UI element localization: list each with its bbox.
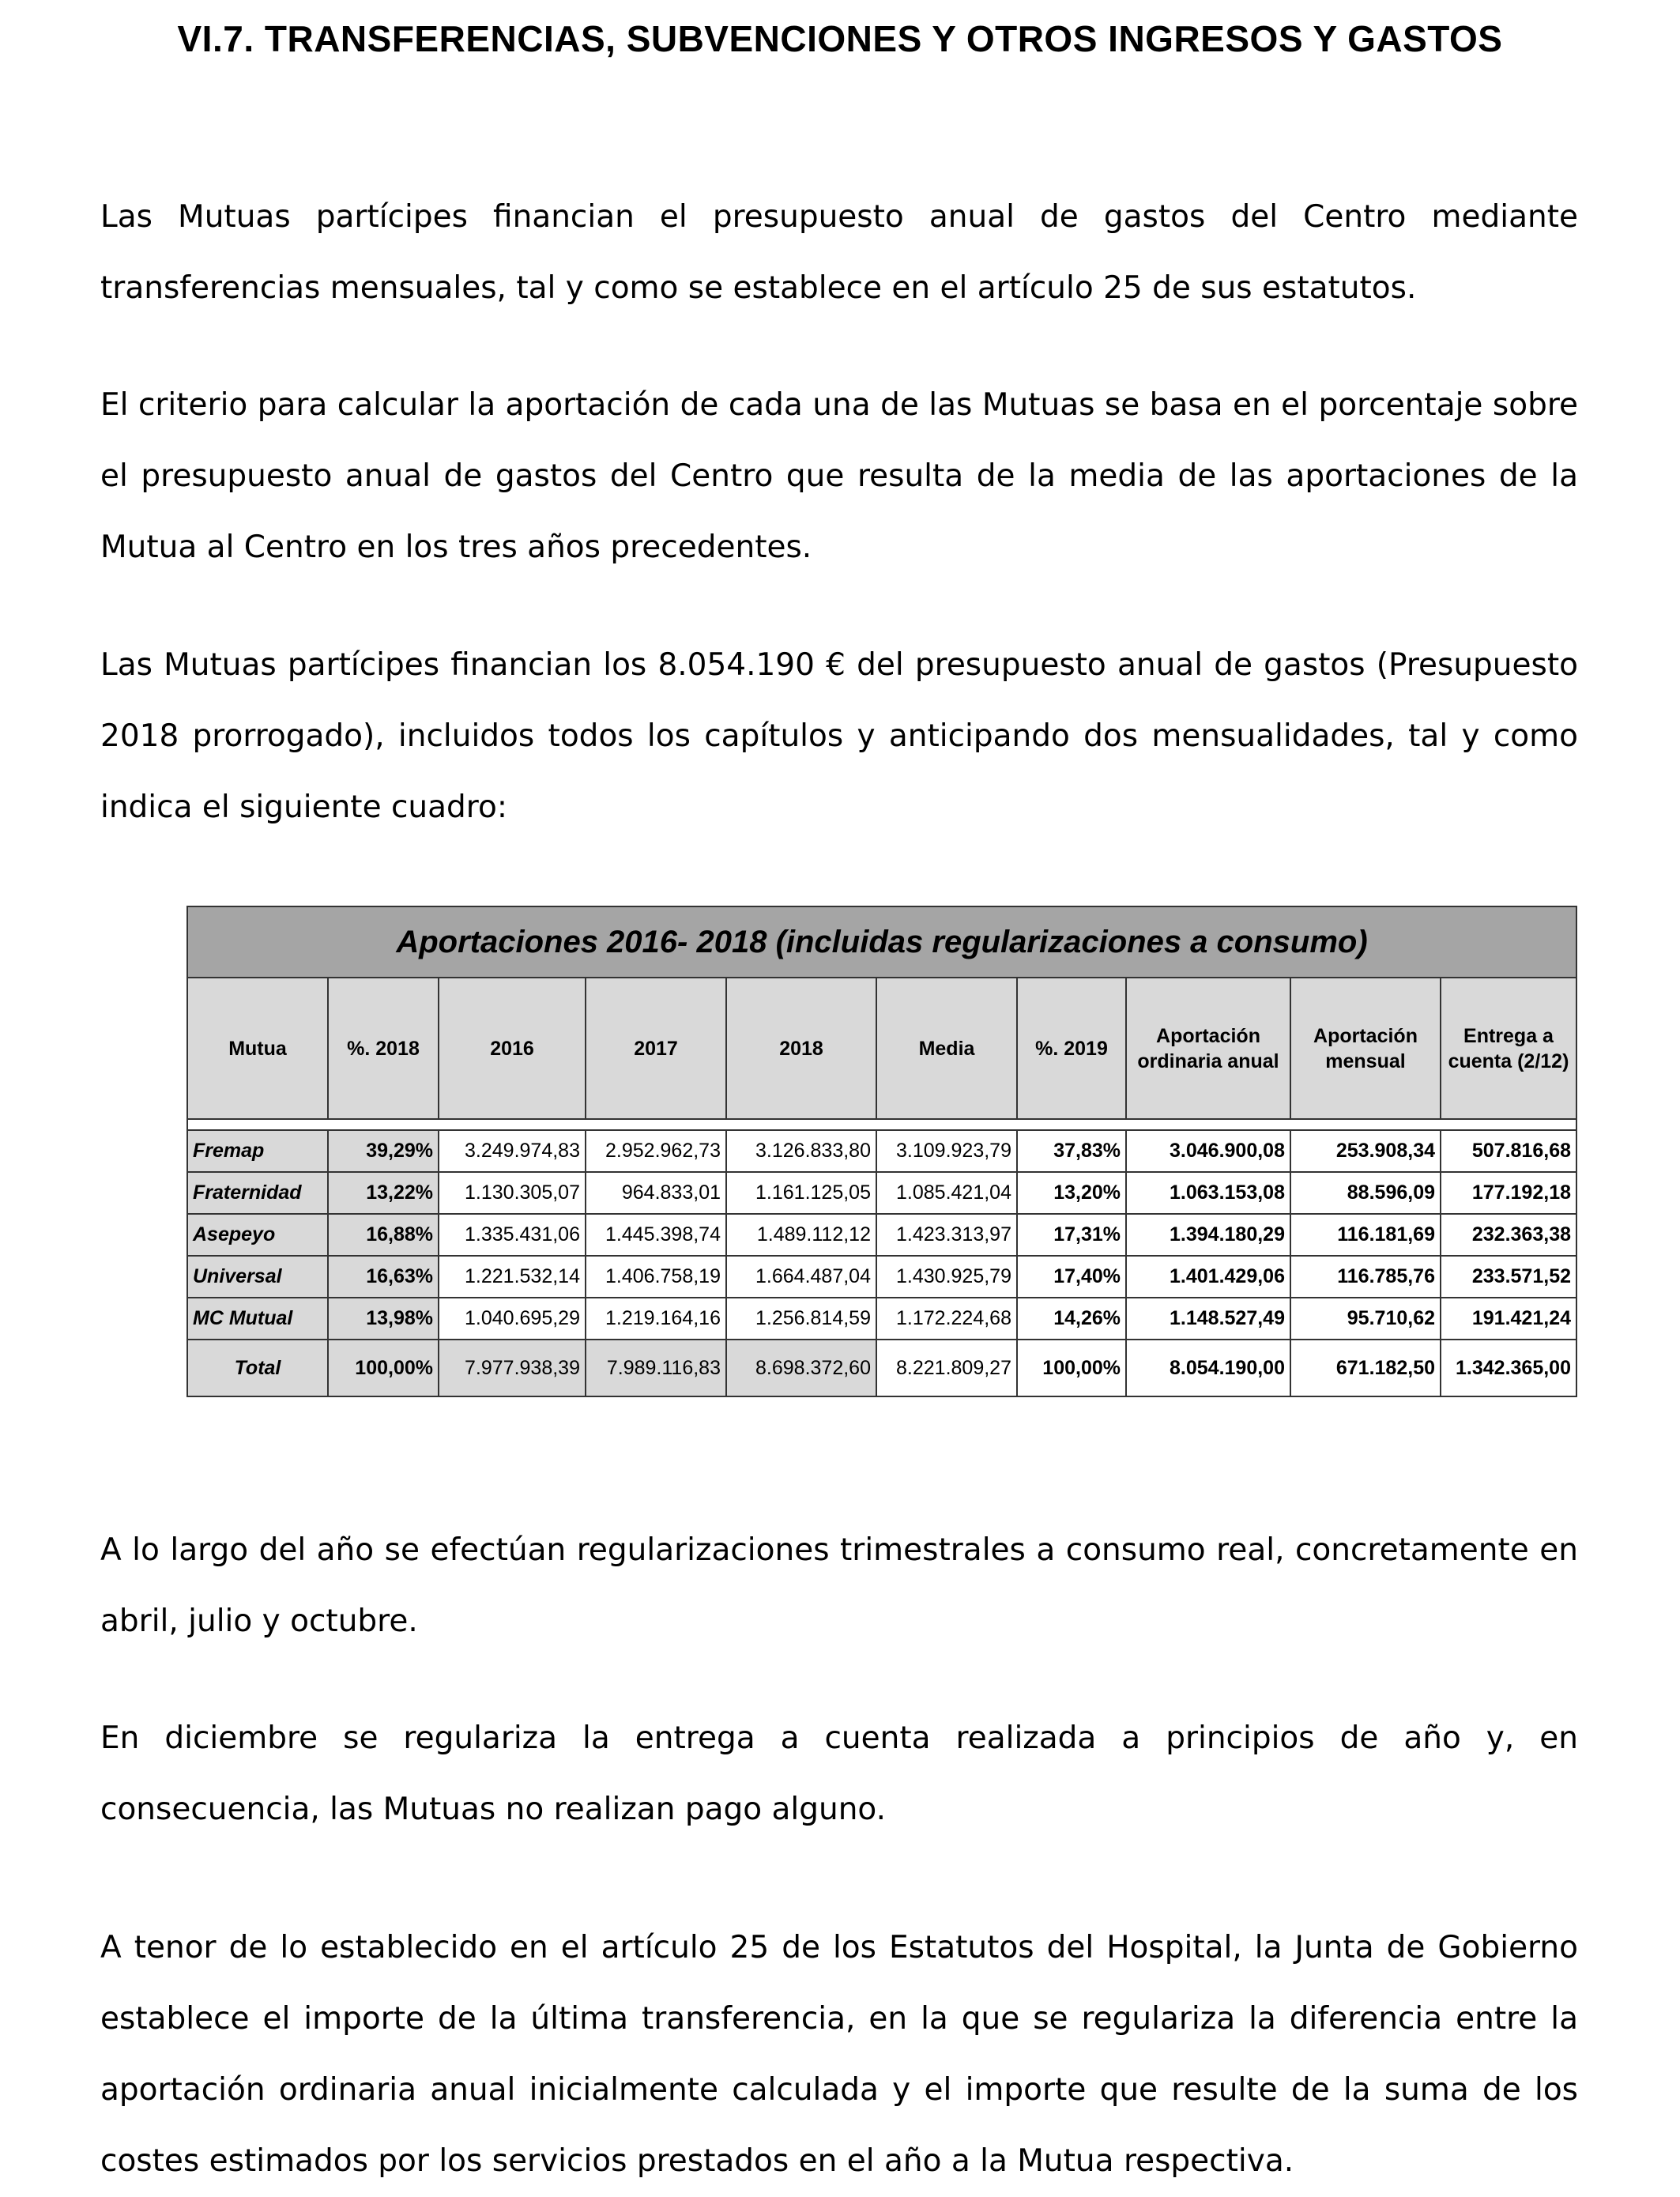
cell: 1.406.758,19 — [586, 1256, 726, 1298]
table-row — [187, 1130, 1576, 1172]
table-row — [187, 1172, 1576, 1214]
cell: 37,83% — [1017, 1130, 1126, 1172]
column-header: Media — [876, 978, 1017, 1119]
cell: 1.130.305,07 — [439, 1172, 586, 1214]
column-header: Aportación ordinaria anual — [1126, 978, 1290, 1119]
cell: 8.698.372,60 — [726, 1340, 876, 1396]
cell: 3.249.974,83 — [439, 1130, 586, 1172]
cell: 8.054.190,00 — [1126, 1340, 1290, 1396]
cell: 191.421,24 — [1441, 1298, 1576, 1340]
cell: 1.335.431,06 — [439, 1214, 586, 1256]
cell: 13,20% — [1017, 1172, 1126, 1214]
cell: 16,63% — [328, 1256, 439, 1298]
cell-mutua: Universal — [187, 1256, 328, 1298]
cell: 1.221.532,14 — [439, 1256, 586, 1298]
cell: 7.989.116,83 — [586, 1340, 726, 1396]
paragraph-financiacion: Las Mutuas partícipes financian los 8.054.190 € del presupuesto anual de gastos (Presupuesto 2018 prorrogado), incluidos todos los capítulos y anticipando dos mensualidades, tal y como indica el siguiente cuadro: — [100, 647, 1578, 825]
cell: 3.046.900,08 — [1126, 1130, 1290, 1172]
cell: 14,26% — [1017, 1298, 1126, 1340]
cell: 1.219.164,16 — [586, 1298, 726, 1340]
cell: 3.126.833,80 — [726, 1130, 876, 1172]
cell: 1.040.695,29 — [439, 1298, 586, 1340]
cell: 17,40% — [1017, 1256, 1126, 1298]
aportaciones-table-container — [186, 906, 1577, 1397]
cell: 671.182,50 — [1290, 1340, 1441, 1396]
cell: 964.833,01 — [586, 1172, 726, 1214]
cell: 1.489.112,12 — [726, 1214, 876, 1256]
cell: 253.908,34 — [1290, 1130, 1441, 1172]
paragraph-diciembre: En diciembre se regulariza la entrega a cuenta realizada a principios de año y, en consecuencia, las Mutuas no realizan pago alguno. — [100, 1720, 1578, 1827]
cell: 116.181,69 — [1290, 1214, 1441, 1256]
cell-mutua: Fraternidad — [187, 1172, 328, 1214]
cell-mutua: Asepeyo — [187, 1214, 328, 1256]
cell-mutua: Fremap — [187, 1130, 328, 1172]
column-header: 2016 — [439, 978, 586, 1119]
cell: 100,00% — [1017, 1340, 1126, 1396]
table-row — [187, 1298, 1576, 1340]
cell: 7.977.938,39 — [439, 1340, 586, 1396]
cell: 1.430.925,79 — [876, 1256, 1017, 1298]
cell: 1.401.429,06 — [1126, 1256, 1290, 1298]
cell: 232.363,38 — [1441, 1214, 1576, 1256]
cell: 95.710,62 — [1290, 1298, 1441, 1340]
column-header: Aportación mensual — [1290, 978, 1441, 1119]
column-header: 2017 — [586, 978, 726, 1119]
cell: 1.085.421,04 — [876, 1172, 1017, 1214]
column-header: Mutua — [187, 978, 328, 1119]
cell: 1.423.313,97 — [876, 1214, 1017, 1256]
cell: 1.342.365,00 — [1441, 1340, 1576, 1396]
cell: 116.785,76 — [1290, 1256, 1441, 1298]
cell-total-label: Total — [187, 1340, 328, 1396]
cell: 1.445.398,74 — [586, 1214, 726, 1256]
column-header: Entrega a cuenta (2/12) — [1441, 978, 1576, 1119]
table-total-row — [187, 1340, 1576, 1396]
cell: 177.192,18 — [1441, 1172, 1576, 1214]
cell: 39,29% — [328, 1130, 439, 1172]
cell: 1.063.153,08 — [1126, 1172, 1290, 1214]
aportaciones-table — [186, 906, 1577, 1397]
cell: 3.109.923,79 — [876, 1130, 1017, 1172]
column-header: %. 2018 — [328, 978, 439, 1119]
cell: 88.596,09 — [1290, 1172, 1441, 1214]
cell: 17,31% — [1017, 1214, 1126, 1256]
cell: 1.394.180,29 — [1126, 1214, 1290, 1256]
paragraph-criterio: El criterio para calcular la aportación de cada una de las Mutuas se basa en el porcentaje sobre el presupuesto anual de gastos del Centro que resulta de la media de las aportaciones de la Mutua al Centro en los tres años precedentes. — [100, 387, 1578, 565]
cell: 16,88% — [328, 1214, 439, 1256]
cell: 1.161.125,05 — [726, 1172, 876, 1214]
cell: 507.816,68 — [1441, 1130, 1576, 1172]
cell: 1.256.814,59 — [726, 1298, 876, 1340]
cell: 1.148.527,49 — [1126, 1298, 1290, 1340]
column-header: 2018 — [726, 978, 876, 1119]
table-spacer — [187, 1119, 1576, 1130]
table-row — [187, 1214, 1576, 1256]
paragraph-transferencias: Las Mutuas partícipes financian el presupuesto anual de gastos del Centro mediante transferencias mensuales, tal y como se establece en el artículo 25 de sus estatutos. — [100, 199, 1578, 306]
table-row — [187, 1256, 1576, 1298]
cell: 2.952.962,73 — [586, 1130, 726, 1172]
cell: 8.221.809,27 — [876, 1340, 1017, 1396]
cell: 100,00% — [328, 1340, 439, 1396]
table-header-row — [187, 978, 1576, 1119]
cell: 1.664.487,04 — [726, 1256, 876, 1298]
paragraph-junta-gobierno: A tenor de lo establecido en el artículo 25 de los Estatutos del Hospital, la Junta de Gobierno establece el importe de la última transferencia, en la que se regulariza la diferencia entre la aportación ordinaria anual inicialmente calculada y el importe que resulte de la suma de los costes estimados por los servicios prestados en el año a la Mutua respectiva. — [100, 1930, 1578, 2179]
page-title: VI.7. TRANSFERENCIAS, SUBVENCIONES Y OTROS INGRESOS Y GASTOS — [177, 18, 1503, 59]
cell: 13,98% — [328, 1298, 439, 1340]
cell: 1.172.224,68 — [876, 1298, 1017, 1340]
cell: 233.571,52 — [1441, 1256, 1576, 1298]
cell: 13,22% — [328, 1172, 439, 1214]
table-title: Aportaciones 2016- 2018 (incluidas regularizaciones a consumo) — [187, 906, 1576, 978]
cell-mutua: MC Mutual — [187, 1298, 328, 1340]
column-header: %. 2019 — [1017, 978, 1126, 1119]
paragraph-regularizaciones: A lo largo del año se efectúan regularizaciones trimestrales a consumo real, concretamente en abril, julio y octubre. — [100, 1532, 1578, 1639]
